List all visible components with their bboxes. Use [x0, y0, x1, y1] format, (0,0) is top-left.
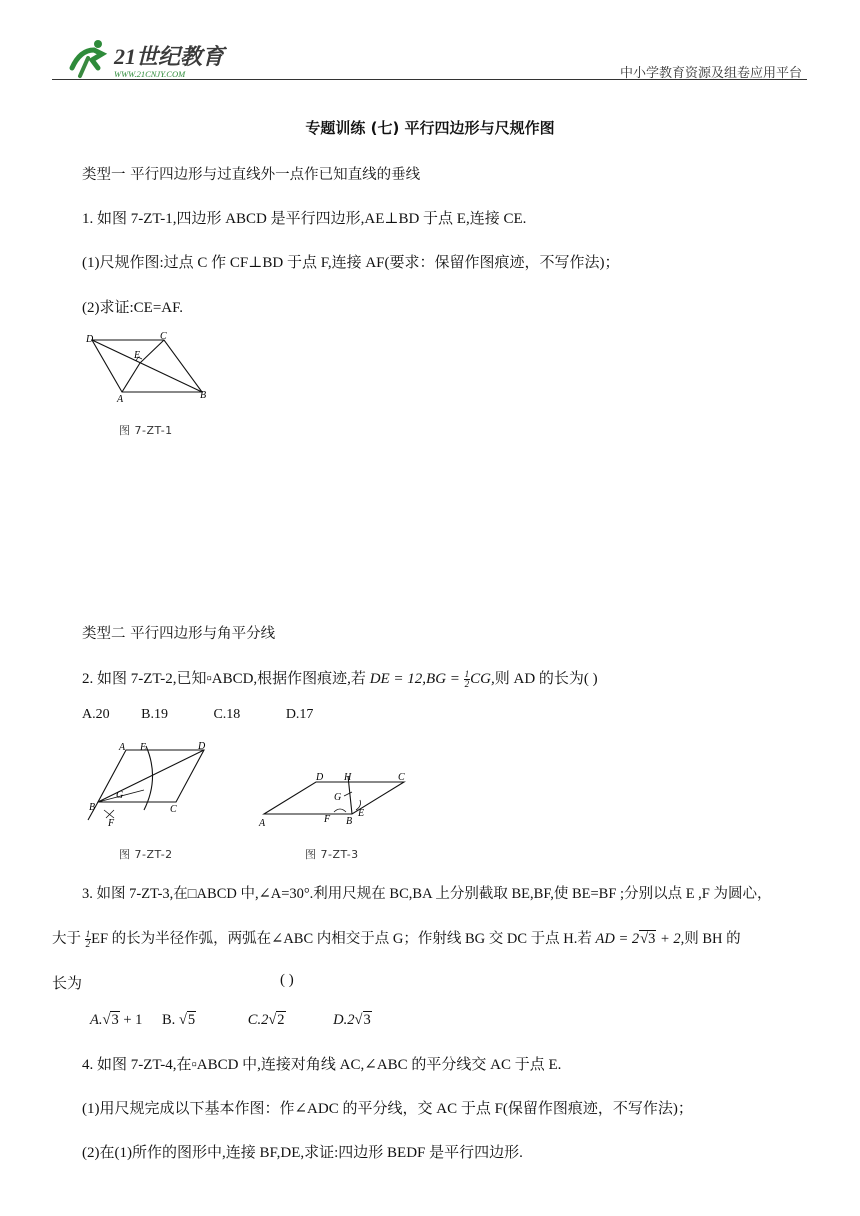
- runner-icon: [72, 40, 102, 76]
- caption-7-zt-1: 图 7-ZT-1: [119, 424, 173, 437]
- caption-7-zt-3: 图 7-ZT-3: [305, 848, 359, 861]
- q1-stem: 1. 如图 7-ZT-1,四边形 ABCD 是平行四边形,AE⊥BD 于点 E,连接 CE.: [82, 211, 527, 227]
- svg-text:A: A: [119, 742, 126, 753]
- q3-option-d[interactable]: D.2√3: [333, 1012, 371, 1028]
- q3-line1: 3. 如图 7-ZT-3,在□ABCD 中,∠A=30°.利用尺规在 BC,BA 上分别截取 BE,BF,使 BE=BF ;分别以点 E ,F 为圆心，: [82, 886, 772, 902]
- q3-answer-paren: ( ): [280, 972, 294, 988]
- logo-url: WWW.21CNJY.COM: [114, 69, 186, 79]
- q4-part1: (1)用尺规完成以下基本作图：作∠ADC 的平分线，交 AC 于点 F(保留作图痕迹，不写作法)；: [82, 1101, 693, 1117]
- svg-text:E: E: [358, 808, 365, 819]
- svg-text:F: F: [324, 814, 331, 825]
- figure-7-zt-1: [84, 330, 214, 405]
- q2-option-d[interactable]: D.17: [285, 707, 314, 722]
- svg-text:E: E: [134, 350, 141, 361]
- svg-text:C: C: [160, 331, 167, 342]
- q2-option-c[interactable]: C.18: [213, 707, 241, 722]
- q2-option-b[interactable]: B.19: [141, 707, 168, 722]
- q3-line2: 大于 $\frac{1}{2}$ EF 的长为半径作弧，两弧在∠ABC 内相交于点 G；作射线 BG 交 DC 于点 H.若 AD = 2√3 + 2,则 BH 的: [52, 929, 741, 950]
- figure-7-zt-2: [84, 738, 224, 830]
- caption-7-zt-2: 图 7-ZT-2: [119, 848, 173, 861]
- svg-text:D: D: [316, 772, 324, 783]
- svg-text:D: D: [86, 334, 94, 345]
- q4-stem: 4. 如图 7-ZT-4,在▫ABCD 中,连接对角线 AC,∠ABC 的平分线交 AC 于点 E.: [82, 1057, 562, 1073]
- q3-line3: 长为: [52, 976, 83, 992]
- svg-text:F: F: [108, 818, 115, 829]
- svg-text:G: G: [334, 792, 342, 803]
- figure-7-zt-3: [256, 766, 410, 830]
- svg-text:E: E: [140, 742, 147, 753]
- q1-part2: (2)求证:CE=AF.: [82, 300, 184, 316]
- q3-option-a[interactable]: A.√3 + 1: [90, 1012, 143, 1028]
- svg-text:A: A: [259, 818, 266, 829]
- svg-text:B: B: [346, 816, 353, 827]
- q3-option-c[interactable]: C.2√2: [247, 1012, 285, 1028]
- q3-option-b[interactable]: B. √5: [162, 1012, 196, 1028]
- q2-options: [82, 707, 313, 723]
- svg-text:B: B: [200, 390, 207, 401]
- svg-text:H: H: [344, 772, 352, 783]
- platform-label: 中小学教育资源及组卷应用平台: [619, 65, 802, 80]
- svg-text:D: D: [198, 741, 206, 752]
- q1-part1: (1)尺规作图:过点 C 作 CF⊥BD 于点 F,连接 AF(要求：保留作图痕迹，不写作法)；: [82, 255, 620, 271]
- q2-stem: 2. 如图 7-ZT-2,已知▫ABCD,根据作图痕迹,若 DE = 12,BG = $\frac{1}{2}$ CG,则 AD 的长为( ): [82, 669, 598, 690]
- logo: [58, 36, 228, 82]
- section-heading-2: 类型二 平行四边形与角平分线: [82, 626, 276, 642]
- svg-text:C: C: [170, 804, 177, 815]
- q4-part2: (2)在(1)所作的图形中,连接 BF,DE,求证:四边形 BEDF 是平行四边形.: [82, 1145, 523, 1161]
- section-heading-1: 类型一 平行四边形与过直线外一点作已知直线的垂线: [82, 167, 421, 183]
- page-title: 专题训练 (七) 平行四边形与尺规作图: [305, 119, 555, 137]
- logo-text: 21世纪教育: [114, 44, 225, 69]
- svg-text:G: G: [116, 790, 124, 801]
- svg-text:B: B: [89, 802, 96, 813]
- q3-options: [90, 1012, 372, 1029]
- q2-option-a[interactable]: A.20: [82, 707, 110, 722]
- svg-text:A: A: [117, 394, 124, 405]
- svg-text:C: C: [398, 772, 405, 783]
- header-divider: [52, 79, 807, 80]
